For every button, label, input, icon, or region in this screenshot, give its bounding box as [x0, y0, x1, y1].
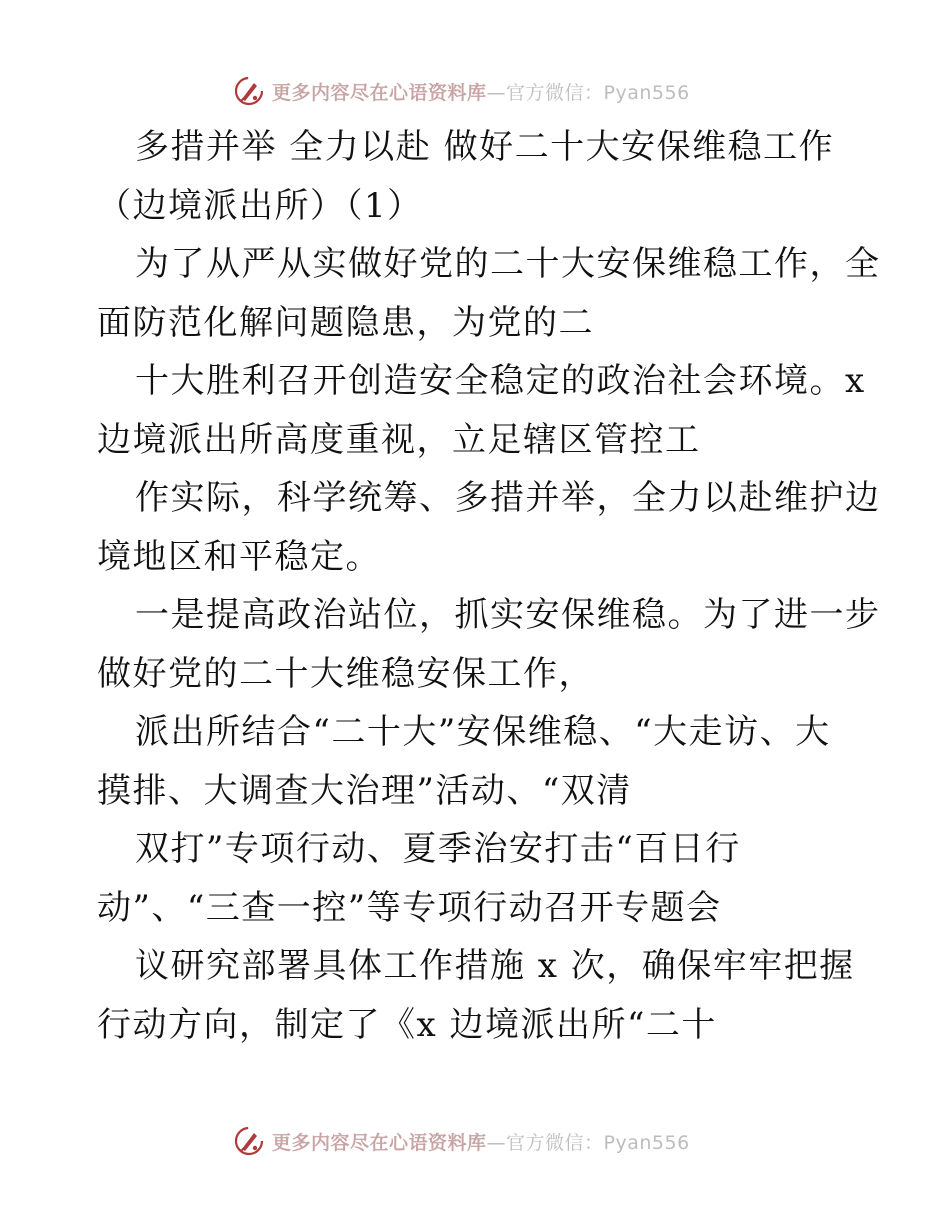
paragraph-line: 一是提高政治站位，抓实安保维稳。为了进一步 — [135, 595, 881, 635]
document-title-line-1: 多措并举 全力以赴 做好二十大安保维稳工作 — [135, 127, 835, 167]
watermark-wechat-id: Pyan556 — [603, 81, 690, 104]
watermark-wechat-label: 官方微信： — [506, 81, 604, 104]
paragraph-line: 动”、“三查一控”等专项行动召开专题会 — [97, 887, 722, 928]
paragraph-line: 行动方向，制定了《x 边境派出所“二十 — [97, 1004, 717, 1045]
document-title-line-2: （边境派出所）（1） — [97, 185, 423, 226]
paragraph-line: 双打”专项行动、夏季治安打击“百日行 — [135, 829, 741, 869]
paragraph-line: 议研究部署具体工作措施 x 次，确保牢牢把握 — [135, 946, 855, 986]
paragraph-line: 境地区和平稳定。 — [97, 536, 381, 577]
paragraph-line: 摸排、大调查大治理”活动、“双清 — [97, 770, 632, 811]
paragraph-line: 作实际，科学统筹、多措并举，全力以赴维护边 — [135, 478, 881, 518]
paragraph-line: 做好党的二十大维稳安保工作， — [97, 653, 594, 694]
paragraph-line: 十大胜利召开创造安全稳定的政治社会环境。x — [135, 361, 866, 401]
quill-pen-circle-icon — [232, 74, 266, 108]
watermark-separator: — — [486, 81, 507, 104]
paragraph-line: 边境派出所高度重视，立足辖区管控工 — [97, 419, 701, 460]
paragraph-line: 面防范化解问题隐患，为党的二 — [97, 302, 594, 343]
watermark-site: 更多内容尽在心语资料库 — [272, 1131, 487, 1154]
quill-pen-circle-icon — [232, 1124, 266, 1158]
document-body — [97, 118, 881, 1054]
watermark-separator: — — [486, 1131, 507, 1154]
watermark-wechat-label: 官方微信： — [506, 1131, 604, 1154]
paragraph-line: 为了从严从实做好党的二十大安保维稳工作，全 — [135, 244, 881, 284]
paragraph-line: 派出所结合“二十大”安保维稳、“大走访、大 — [135, 712, 831, 752]
watermark-wechat-id: Pyan556 — [603, 1131, 690, 1154]
watermark-text — [272, 78, 690, 105]
footer-watermark — [232, 1124, 752, 1158]
header-watermark — [232, 74, 752, 108]
watermark-text — [272, 1128, 690, 1155]
watermark-site: 更多内容尽在心语资料库 — [272, 81, 487, 104]
